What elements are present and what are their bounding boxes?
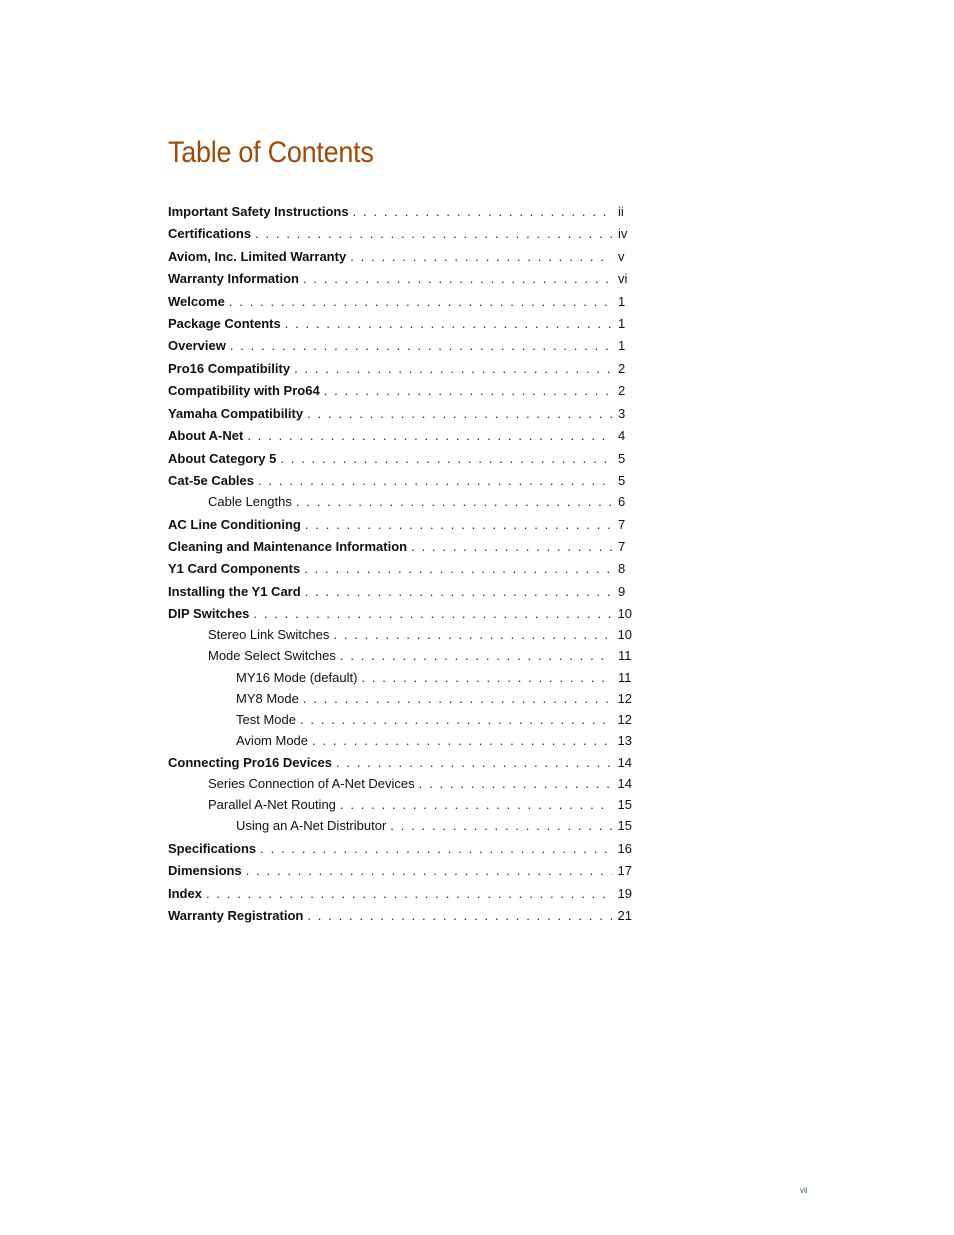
toc-entry-label: Package Contents <box>168 316 281 331</box>
toc-entry-page-number: 19 <box>617 886 632 901</box>
toc-entry-label: Overview <box>168 338 226 353</box>
toc-entry[interactable] <box>168 472 632 490</box>
toc-entry-page-number: vi <box>618 271 628 286</box>
toc-entry-label: DIP Switches <box>168 606 250 621</box>
page-title: Table of Contents <box>168 136 374 169</box>
toc-entry-label: Cleaning and Maintenance Information <box>168 539 408 554</box>
toc-dot-leader <box>336 754 612 772</box>
toc-entry-label: About Category 5 <box>168 451 277 466</box>
toc-entry-page-number: v <box>618 249 625 264</box>
toc-entry[interactable] <box>168 516 632 534</box>
toc-entry-page-number: ii <box>618 204 624 219</box>
toc-dot-leader <box>304 560 612 578</box>
toc-entry-label: Index <box>168 886 202 901</box>
toc-entry-label: Series Connection of A-Net Devices <box>208 776 415 791</box>
toc-entry-page-number: 2 <box>618 361 626 376</box>
toc-entry-page-number: 15 <box>617 797 632 812</box>
toc-dot-leader <box>307 405 612 423</box>
toc-entry-label: MY16 Mode (default) <box>236 670 358 685</box>
toc-entry-page-number: 12 <box>617 691 632 706</box>
toc-entry[interactable] <box>168 626 632 644</box>
toc-entry[interactable] <box>168 583 632 601</box>
toc-dot-leader <box>340 647 612 665</box>
toc-entry-label: Welcome <box>168 294 225 309</box>
toc-entry-page-number: 1 <box>618 338 626 353</box>
toc-dot-leader <box>294 360 612 378</box>
toc-dot-leader <box>247 427 612 445</box>
toc-dot-leader <box>206 885 612 903</box>
toc-entry-page-number: 9 <box>618 584 626 599</box>
toc-entry[interactable] <box>168 862 632 880</box>
toc-entry[interactable] <box>168 450 632 468</box>
toc-entry[interactable] <box>168 817 632 835</box>
toc-dot-leader <box>350 248 612 266</box>
toc-entry-page-number: iv <box>618 226 628 241</box>
toc-entry-page-number: 16 <box>617 841 632 856</box>
toc-entry-label: Compatibility with Pro64 <box>168 383 320 398</box>
toc-entry-label: AC Line Conditioning <box>168 517 301 532</box>
toc-entry-page-number: 11 <box>618 648 632 663</box>
toc-entry-page-number: 6 <box>618 494 626 509</box>
toc-entry-label: Important Safety Instructions <box>168 204 349 219</box>
toc-dot-leader <box>303 270 612 288</box>
toc-entry[interactable] <box>168 885 632 903</box>
toc-entry[interactable] <box>168 711 632 729</box>
toc-dot-leader <box>303 690 612 708</box>
toc-entry-page-number: 8 <box>618 561 626 576</box>
toc-entry-page-number: 5 <box>618 451 626 466</box>
toc-entry-label: Installing the Y1 Card <box>168 584 301 599</box>
toc-entry[interactable] <box>168 360 632 378</box>
toc-entry-label: Stereo Link Switches <box>208 627 330 642</box>
toc-entry-label: Aviom, Inc. Limited Warranty <box>168 249 347 264</box>
toc-dot-leader <box>285 315 612 333</box>
toc-entry-label: MY8 Mode <box>236 691 299 706</box>
toc-entry[interactable] <box>168 293 632 311</box>
toc-entry-page-number: 1 <box>618 294 626 309</box>
toc-dot-leader <box>260 840 611 858</box>
toc-entry-page-number: 4 <box>618 428 626 443</box>
toc-entry[interactable] <box>168 270 632 288</box>
toc-entry[interactable] <box>168 732 632 750</box>
toc-entry-label: Test Mode <box>236 712 296 727</box>
toc-entry-page-number: 10 <box>617 627 632 642</box>
toc-entry[interactable] <box>168 560 632 578</box>
toc-entry-label: Warranty Information <box>168 271 299 286</box>
toc-entry-page-number: 1 <box>618 316 626 331</box>
toc-entry[interactable] <box>168 225 632 243</box>
toc-entry-label: Certifications <box>168 226 252 241</box>
toc-entry-page-number: 5 <box>618 473 626 488</box>
toc-entry-label: Parallel A-Net Routing <box>208 797 336 812</box>
toc-entry-label: Specifications <box>168 841 257 856</box>
toc-entry-label: About A-Net <box>168 428 244 443</box>
toc-entry[interactable] <box>168 337 632 355</box>
toc-entry-page-number: 11 <box>618 670 632 685</box>
toc-dot-leader <box>390 817 611 835</box>
toc-entry[interactable] <box>168 647 632 665</box>
toc-dot-leader <box>253 605 611 623</box>
toc-entry[interactable] <box>168 248 632 266</box>
toc-entry-label: Warranty Registration <box>168 908 304 923</box>
toc-entry-label: Pro16 Compatibility <box>168 361 291 376</box>
toc-dot-leader <box>305 583 612 601</box>
toc-dot-leader <box>307 907 611 925</box>
toc-dot-leader <box>324 382 612 400</box>
toc-entry-label: Cable Lengths <box>208 494 292 509</box>
toc-entry[interactable] <box>168 754 632 772</box>
toc-entry-page-number: 7 <box>618 517 626 532</box>
toc-entry-page-number: 3 <box>618 406 626 421</box>
toc-entry[interactable] <box>168 796 632 814</box>
toc-dot-leader <box>280 450 612 468</box>
toc-entry[interactable] <box>168 203 632 221</box>
toc-entry[interactable] <box>168 690 632 708</box>
toc-dot-leader <box>361 669 612 687</box>
toc-dot-leader <box>333 626 611 644</box>
toc-entry-page-number: 12 <box>617 712 632 727</box>
toc-entry[interactable] <box>168 907 632 925</box>
toc-entry-page-number: 15 <box>617 818 632 833</box>
toc-entry[interactable] <box>168 427 632 445</box>
page-number: vii <box>800 1186 808 1195</box>
toc-entry-page-number: 13 <box>617 733 632 748</box>
toc-entry-page-number: 10 <box>617 606 632 621</box>
toc-entry-label: Connecting Pro16 Devices <box>168 755 332 770</box>
toc-dot-leader <box>258 472 612 490</box>
toc-dot-leader <box>353 203 612 221</box>
toc-entry[interactable] <box>168 382 632 400</box>
toc-dot-leader <box>296 493 612 511</box>
toc-entry[interactable] <box>168 775 632 793</box>
toc-entry[interactable] <box>168 315 632 333</box>
toc-dot-leader <box>419 775 612 793</box>
toc-entry-label: Dimensions <box>168 863 242 878</box>
toc-entry-page-number: 21 <box>617 908 632 923</box>
toc-entry-label: Mode Select Switches <box>208 648 336 663</box>
toc-entry-label: Cat-5e Cables <box>168 473 254 488</box>
toc-entry-page-number: 14 <box>617 755 632 770</box>
toc-entry[interactable] <box>168 405 632 423</box>
toc-dot-leader <box>229 293 612 311</box>
toc-dot-leader <box>230 337 612 355</box>
toc-entry-label: Using an A-Net Distributor <box>236 818 387 833</box>
toc-dot-leader <box>312 732 612 750</box>
toc-entry-label: Yamaha Compatibility <box>168 406 304 421</box>
toc-entry-label: Y1 Card Components <box>168 561 301 576</box>
toc-entry-page-number: 17 <box>617 863 632 878</box>
toc-entry[interactable] <box>168 840 632 858</box>
toc-dot-leader <box>246 862 612 880</box>
toc-entry-page-number: 2 <box>618 383 626 398</box>
toc-dot-leader <box>300 711 612 729</box>
toc-entry-page-number: 7 <box>618 539 626 554</box>
toc-entry[interactable] <box>168 605 632 623</box>
toc-entry[interactable] <box>168 493 632 511</box>
toc-entry[interactable] <box>168 538 632 556</box>
toc-dot-leader <box>340 796 612 814</box>
toc-dot-leader <box>411 538 612 556</box>
toc-entry[interactable] <box>168 669 632 687</box>
toc-entry-page-number: 14 <box>617 776 632 791</box>
toc-dot-leader <box>255 225 612 243</box>
toc-dot-leader <box>305 516 612 534</box>
toc-entry-label: Aviom Mode <box>236 733 309 748</box>
